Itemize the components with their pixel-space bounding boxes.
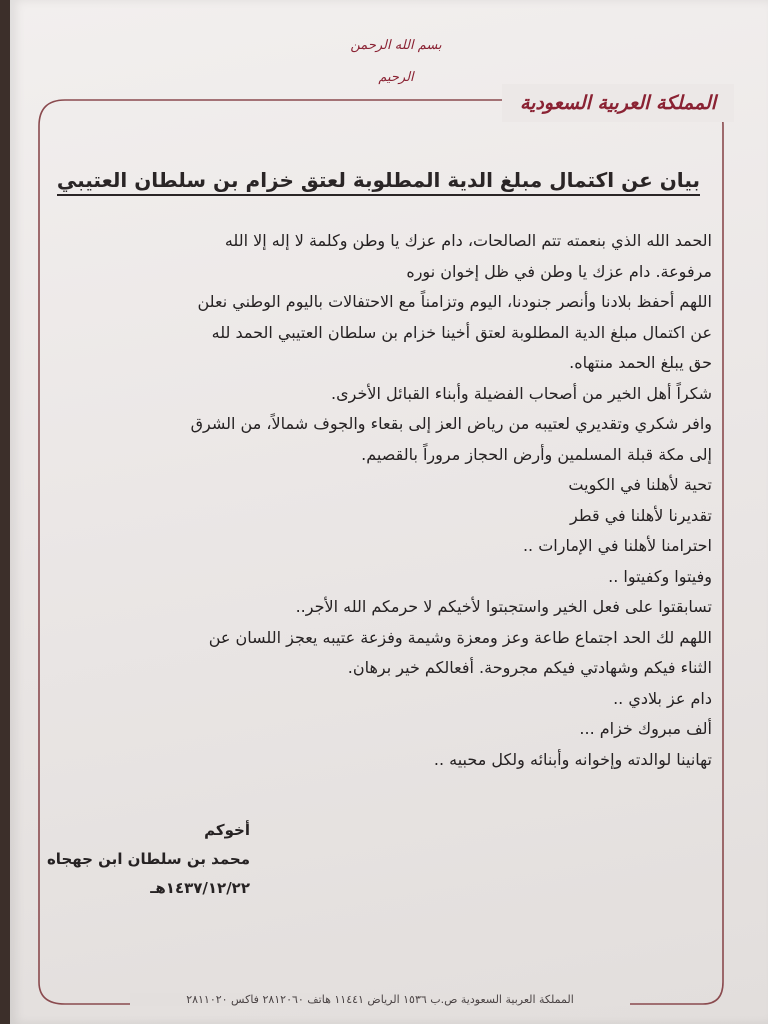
signature-date: ١٤٣٧/١٢/٢٢هـ	[150, 879, 250, 897]
basmala-calligraphy: بسم الله الرحمن الرحيم	[350, 38, 442, 85]
signature-closing: أخوكم	[204, 821, 250, 839]
signature-name: محمد بن سلطان ابن جهجاه	[46, 850, 250, 868]
body-line: وافر شكري وتقديري لعتيبه من رياض العز إلى بقعاء والجوف شمالاً، من الشرق	[190, 414, 712, 433]
letter-sheet	[10, 0, 768, 1024]
letterhead-kingdom-name: المملكة العربية السعودية	[502, 84, 734, 122]
body-line: احترامنا لأهلنا في الإمارات ..	[522, 536, 712, 555]
signature-block	[46, 816, 250, 903]
body-line: تهانينا لوالدته وإخوانه وأبنائه ولكل محبيه ..	[433, 749, 712, 769]
body-line: تسابقتوا على فعل الخير واستجبتوا لأخيكم لا حرمكم الله الأجر..	[295, 597, 712, 616]
body-line: شكراً أهل الخير من أصحاب الفضيلة وأبناء القبائل الأخرى.	[331, 383, 712, 403]
body-line: وفيتوا وكفيتوا ..	[608, 566, 712, 586]
body-line: مرفوعة. دام عزك يا وطن في ظل إخوان نوره	[406, 261, 712, 281]
body-line: تقديرنا لأهلنا في قطر	[570, 505, 712, 525]
letterhead-footer-contact: المملكة العربية السعودية ص.ب ١٥٣٦ الرياض ١١٤٤١ هاتف ٢٨١٢٠٦٠ فاكس ٢٨١١٠٢٠	[130, 993, 630, 1006]
body-line: تحية لأهلنا في الكويت	[568, 475, 712, 494]
body-line: حق يبلغ الحمد منتهاه.	[569, 353, 712, 372]
body-line: دام عز بلادي ..	[613, 688, 712, 708]
body-line: ألف مبروك خزام ...	[579, 719, 712, 738]
letter-body	[72, 226, 712, 775]
body-line: اللهم أحفظ بلادنا وأنصر جنودنا، اليوم وتزامناً مع الاحتفالات باليوم الوطني نعلن	[197, 292, 712, 311]
body-line: إلى مكة قبلة المسلمين وأرض الحجاز مروراً بالقصيم.	[361, 444, 712, 464]
body-line: الحمد الله الذي بنعمته تتم الصالحات، دام عزك يا وطن وكلمة لا إله إلا الله	[224, 231, 712, 250]
body-line: اللهم لك الحد اجتماع طاعة وعز ومعزة وشيمة وفزعة عتيبه يعجز اللسان عن	[208, 627, 712, 647]
statement-title: بيان عن اكتمال مبلغ الدية المطلوبة لعتق خزام بن سلطان العتيبي	[57, 168, 700, 196]
body-line: الثناء فيكم وشهادتي فيكم مجروحة. أفعالكم خير برهان.	[347, 658, 712, 677]
body-line: عن اكتمال مبلغ الدية المطلوبة لعتق أخينا خزام بن سلطان العتيبي الحمد لله	[211, 322, 712, 342]
